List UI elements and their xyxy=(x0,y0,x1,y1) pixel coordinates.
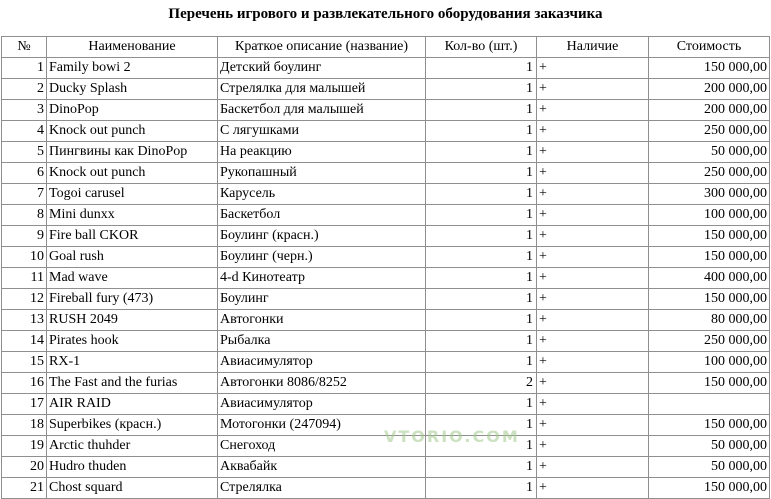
row-number-cell: 7 xyxy=(2,184,47,205)
table-row xyxy=(2,79,770,100)
availability-cell: + xyxy=(537,100,649,121)
quantity-cell: 1 xyxy=(426,79,537,100)
description-cell: Боулинг xyxy=(218,289,426,310)
quantity-cell: 1 xyxy=(426,331,537,352)
availability-cell: + xyxy=(537,310,649,331)
row-number-cell: 18 xyxy=(2,415,47,436)
availability-cell: + xyxy=(537,184,649,205)
description-cell: Баскетбол xyxy=(218,205,426,226)
price-cell: 150 000,00 xyxy=(649,478,770,499)
table-row xyxy=(2,163,770,184)
name-cell: Mad wave xyxy=(47,268,218,289)
watermark: VTORIO.COM xyxy=(384,427,520,446)
table-row xyxy=(2,142,770,163)
table-row xyxy=(2,205,770,226)
name-cell: Knock out punch xyxy=(47,163,218,184)
price-cell: 150 000,00 xyxy=(649,58,770,79)
table-row xyxy=(2,394,770,415)
quantity-cell: 1 xyxy=(426,100,537,121)
availability-cell: + xyxy=(537,289,649,310)
description-cell: Автогонки xyxy=(218,310,426,331)
description-cell: Авиасимулятор xyxy=(218,394,426,415)
price-cell xyxy=(649,394,770,415)
availability-cell: + xyxy=(537,457,649,478)
quantity-cell: 1 xyxy=(426,121,537,142)
quantity-cell: 1 xyxy=(426,268,537,289)
quantity-cell: 1 xyxy=(426,289,537,310)
table-row xyxy=(2,268,770,289)
name-cell: Ducky Splash xyxy=(47,79,218,100)
name-cell: RX-1 xyxy=(47,352,218,373)
price-cell: 250 000,00 xyxy=(649,163,770,184)
row-number-cell: 16 xyxy=(2,373,47,394)
name-cell: Knock out punch xyxy=(47,121,218,142)
price-cell: 150 000,00 xyxy=(649,226,770,247)
column-header-quantity: Кол-во (шт.) xyxy=(426,37,537,58)
name-cell: Arctic thuhder xyxy=(47,436,218,457)
description-cell: Детский боулинг xyxy=(218,58,426,79)
quantity-cell: 1 xyxy=(426,247,537,268)
name-cell: Goal rush xyxy=(47,247,218,268)
availability-cell: + xyxy=(537,394,649,415)
quantity-cell: 1 xyxy=(426,436,537,457)
quantity-cell: 1 xyxy=(426,226,537,247)
row-number-cell: 13 xyxy=(2,310,47,331)
quantity-cell: 1 xyxy=(426,205,537,226)
row-number-cell: 14 xyxy=(2,331,47,352)
price-cell: 250 000,00 xyxy=(649,121,770,142)
name-cell: The Fast and the furias xyxy=(47,373,218,394)
name-cell: Пингвины как DinoPop xyxy=(47,142,218,163)
price-cell: 50 000,00 xyxy=(649,142,770,163)
quantity-cell: 1 xyxy=(426,142,537,163)
description-cell: Стрелялка для малышей xyxy=(218,79,426,100)
table-row xyxy=(2,331,770,352)
availability-cell: + xyxy=(537,163,649,184)
availability-cell: + xyxy=(537,226,649,247)
quantity-cell: 1 xyxy=(426,457,537,478)
availability-cell: + xyxy=(537,331,649,352)
name-cell: Superbikes (красн.) xyxy=(47,415,218,436)
name-cell: Mini dunxx xyxy=(47,205,218,226)
name-cell: RUSH 2049 xyxy=(47,310,218,331)
description-cell: Боулинг (черн.) xyxy=(218,247,426,268)
description-cell: Авиасимулятор xyxy=(218,352,426,373)
name-cell: Chost squard xyxy=(47,478,218,499)
quantity-cell: 1 xyxy=(426,184,537,205)
availability-cell: + xyxy=(537,268,649,289)
price-cell: 200 000,00 xyxy=(649,79,770,100)
table-row xyxy=(2,310,770,331)
price-cell: 100 000,00 xyxy=(649,352,770,373)
description-cell: Карусель xyxy=(218,184,426,205)
name-cell: Fire ball CKOR xyxy=(47,226,218,247)
availability-cell: + xyxy=(537,58,649,79)
row-number-cell: 6 xyxy=(2,163,47,184)
table-row xyxy=(2,100,770,121)
description-cell: Баскетбол для малышей xyxy=(218,100,426,121)
description-cell: Снегоход xyxy=(218,436,426,457)
row-number-cell: 17 xyxy=(2,394,47,415)
row-number-cell: 20 xyxy=(2,457,47,478)
row-number-cell: 3 xyxy=(2,100,47,121)
name-cell: Pirates hook xyxy=(47,331,218,352)
description-cell: Рыбалка xyxy=(218,331,426,352)
availability-cell: + xyxy=(537,142,649,163)
table-row xyxy=(2,478,770,499)
quantity-cell: 1 xyxy=(426,478,537,499)
column-header-availability: Наличие xyxy=(537,37,649,58)
price-cell: 150 000,00 xyxy=(649,289,770,310)
row-number-cell: 8 xyxy=(2,205,47,226)
row-number-cell: 4 xyxy=(2,121,47,142)
price-cell: 300 000,00 xyxy=(649,184,770,205)
row-number-cell: 15 xyxy=(2,352,47,373)
price-cell: 50 000,00 xyxy=(649,436,770,457)
quantity-cell: 1 xyxy=(426,394,537,415)
description-cell: Боулинг (красн.) xyxy=(218,226,426,247)
availability-cell: + xyxy=(537,373,649,394)
price-cell: 250 000,00 xyxy=(649,331,770,352)
row-number-cell: 21 xyxy=(2,478,47,499)
row-number-cell: 11 xyxy=(2,268,47,289)
table-row xyxy=(2,352,770,373)
row-number-cell: 19 xyxy=(2,436,47,457)
quantity-cell: 1 xyxy=(426,415,537,436)
price-cell: 150 000,00 xyxy=(649,415,770,436)
price-cell: 80 000,00 xyxy=(649,310,770,331)
description-cell: 4-d Кинотеатр xyxy=(218,268,426,289)
quantity-cell: 1 xyxy=(426,163,537,184)
availability-cell: + xyxy=(537,415,649,436)
table-row xyxy=(2,121,770,142)
name-cell: Family bowi 2 xyxy=(47,58,218,79)
table-row xyxy=(2,226,770,247)
column-header-price: Стоимость xyxy=(649,37,770,58)
table-row xyxy=(2,184,770,205)
price-cell: 150 000,00 xyxy=(649,247,770,268)
price-cell: 100 000,00 xyxy=(649,205,770,226)
quantity-cell: 1 xyxy=(426,58,537,79)
name-cell: Hudro thuden xyxy=(47,457,218,478)
availability-cell: + xyxy=(537,436,649,457)
description-cell: Стрелялка xyxy=(218,478,426,499)
row-number-cell: 1 xyxy=(2,58,47,79)
column-header-number: № xyxy=(2,37,47,58)
description-cell: Автогонки 8086/8252 xyxy=(218,373,426,394)
price-cell: 200 000,00 xyxy=(649,100,770,121)
table-row xyxy=(2,58,770,79)
table-row xyxy=(2,247,770,268)
price-cell: 400 000,00 xyxy=(649,268,770,289)
availability-cell: + xyxy=(537,352,649,373)
column-header-name: Наименование xyxy=(47,37,218,58)
row-number-cell: 9 xyxy=(2,226,47,247)
table-row xyxy=(2,373,770,394)
quantity-cell: 1 xyxy=(426,310,537,331)
name-cell: Togoi carusel xyxy=(47,184,218,205)
table-header-row xyxy=(2,37,770,58)
availability-cell: + xyxy=(537,79,649,100)
name-cell: Fireball fury (473) xyxy=(47,289,218,310)
availability-cell: + xyxy=(537,205,649,226)
availability-cell: + xyxy=(537,247,649,268)
price-cell: 50 000,00 xyxy=(649,457,770,478)
row-number-cell: 12 xyxy=(2,289,47,310)
quantity-cell: 2 xyxy=(426,373,537,394)
row-number-cell: 2 xyxy=(2,79,47,100)
row-number-cell: 10 xyxy=(2,247,47,268)
table-row xyxy=(2,457,770,478)
price-cell: 150 000,00 xyxy=(649,373,770,394)
description-cell: С лягушками xyxy=(218,121,426,142)
description-cell: На реакцию xyxy=(218,142,426,163)
quantity-cell: 1 xyxy=(426,352,537,373)
name-cell: AIR RAID xyxy=(47,394,218,415)
availability-cell: + xyxy=(537,478,649,499)
description-cell: Рукопашный xyxy=(218,163,426,184)
name-cell: DinoPop xyxy=(47,100,218,121)
description-cell: Аквабайк xyxy=(218,457,426,478)
column-header-description: Краткое описание (название) xyxy=(218,37,426,58)
table-row xyxy=(2,289,770,310)
description-cell: Мотогонки (247094) xyxy=(218,415,426,436)
availability-cell: + xyxy=(537,121,649,142)
row-number-cell: 5 xyxy=(2,142,47,163)
document-title: Перечень игрового и развлекательного оборудования заказчика xyxy=(168,6,603,22)
